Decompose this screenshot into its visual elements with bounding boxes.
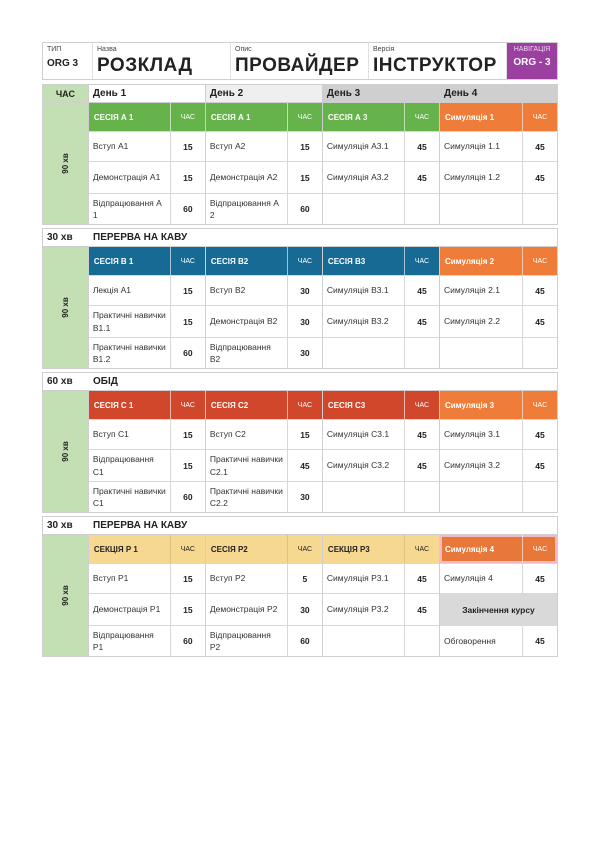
session-column xyxy=(89,391,206,512)
hour-label: ЧАС xyxy=(170,247,205,275)
duration-value: 45 xyxy=(404,564,439,593)
session-header xyxy=(89,103,205,131)
table-row xyxy=(440,449,557,481)
day-3-header: День 3 xyxy=(323,85,440,102)
duration-value: 45 xyxy=(404,276,439,305)
activity-name: Практичні навички В1.2 xyxy=(92,341,166,364)
session-header xyxy=(440,391,557,419)
activity-name: Симуляція 1.2 xyxy=(443,172,500,183)
break-row xyxy=(42,228,558,247)
hour-label: ЧАС xyxy=(522,247,557,275)
table-row xyxy=(323,419,439,449)
table-row xyxy=(89,593,205,625)
table-row xyxy=(89,193,205,224)
session-header xyxy=(206,535,322,563)
table-row xyxy=(206,481,322,512)
duration-value: 15 xyxy=(170,276,205,305)
version-cell xyxy=(369,43,507,79)
table-row xyxy=(206,563,322,593)
activity-name: Відпрацювання А 1 xyxy=(92,197,162,220)
duration-value: 45 xyxy=(404,132,439,161)
hour-label: ЧАС xyxy=(404,535,439,563)
activity-name: Симуляція 2.1 xyxy=(443,285,500,296)
duration-value: 15 xyxy=(170,162,205,193)
session-header xyxy=(206,247,322,275)
table-row xyxy=(440,625,557,656)
table-row xyxy=(89,481,205,512)
table-row xyxy=(440,563,557,593)
session-title: СЕСІЯ В2 xyxy=(210,256,249,266)
duration-value: 45 xyxy=(404,594,439,625)
table-row xyxy=(323,481,439,512)
activity-name xyxy=(323,338,404,368)
session-block-a xyxy=(42,102,558,225)
duration-value xyxy=(522,482,557,512)
duration-value: 45 xyxy=(287,450,322,481)
session-title: СЕКЦІЯ Р3 xyxy=(327,544,370,554)
activity-name: Відпрацювання Р1 xyxy=(92,629,154,652)
session-header xyxy=(440,247,557,275)
activity-name xyxy=(323,194,404,224)
table-row xyxy=(440,275,557,305)
hour-label: ЧАС xyxy=(287,247,322,275)
table-row xyxy=(206,337,322,368)
table-row xyxy=(323,275,439,305)
desc-cell xyxy=(231,43,369,79)
activity-name xyxy=(323,626,404,656)
break-row xyxy=(42,516,558,535)
break-label: ПЕРЕРВА НА КАВУ xyxy=(93,232,188,243)
activity-name: Симуляція С3.2 xyxy=(326,460,390,471)
duration-value: 30 xyxy=(287,594,322,625)
session-column xyxy=(206,247,323,368)
duration-value: 45 xyxy=(522,420,557,449)
activity-name: Симуляція 1.1 xyxy=(443,141,500,152)
page-title: РОЗКЛАД xyxy=(97,55,193,76)
time-column-label: ЧАС xyxy=(43,85,89,102)
duration-value: 15 xyxy=(287,132,322,161)
nav-label: НАВІГАЦІЯ xyxy=(513,46,551,53)
activity-name: Практичні навички С1 xyxy=(92,485,166,508)
duration-value xyxy=(404,194,439,224)
hour-label: ЧАС xyxy=(170,391,205,419)
session-header xyxy=(323,247,439,275)
block-duration xyxy=(43,103,89,224)
table-row xyxy=(89,563,205,593)
desc-value: ПРОВАЙДЕР xyxy=(235,55,360,76)
schedule-page xyxy=(42,42,558,657)
hour-label: ЧАС xyxy=(287,103,322,131)
table-row xyxy=(323,193,439,224)
duration-value xyxy=(404,338,439,368)
activity-name: Демонстрація А1 xyxy=(92,172,161,183)
version-label: Версія xyxy=(373,46,395,53)
session-header xyxy=(323,103,439,131)
break-time: 30 хв xyxy=(47,520,73,531)
session-title: СЕСІЯ А 1 xyxy=(93,112,134,122)
activity-name: Симуляція Р3.1 xyxy=(326,573,389,584)
duration-value: 60 xyxy=(170,482,205,512)
hour-label: ЧАС xyxy=(287,391,322,419)
desc-label: Опис xyxy=(235,46,252,53)
duration-value: 15 xyxy=(170,450,205,481)
duration-value xyxy=(522,338,557,368)
duration-value: 45 xyxy=(522,626,557,656)
duration-value: 15 xyxy=(170,420,205,449)
table-row xyxy=(323,563,439,593)
hour-label: ЧАС xyxy=(170,103,205,131)
activity-name: Демонстрація Р2 xyxy=(209,604,278,615)
table-row xyxy=(323,337,439,368)
duration-value: 45 xyxy=(522,162,557,193)
day-4-header: День 4 xyxy=(440,85,557,102)
hour-label: ЧАС xyxy=(404,247,439,275)
activity-name: Лекція А1 xyxy=(92,285,131,296)
hour-label: ЧАС xyxy=(170,535,205,563)
header xyxy=(42,42,558,80)
table-row xyxy=(206,275,322,305)
duration-value: 30 xyxy=(287,276,322,305)
table-row xyxy=(206,305,322,337)
table-row xyxy=(206,193,322,224)
table-row xyxy=(440,419,557,449)
break-time: 60 хв xyxy=(47,376,73,387)
duration-value: 45 xyxy=(522,564,557,593)
session-column xyxy=(89,103,206,224)
table-row xyxy=(323,161,439,193)
version-value: ІНСТРУКТОР xyxy=(373,55,497,76)
table-row xyxy=(89,161,205,193)
hour-label: ЧАС xyxy=(404,391,439,419)
activity-name: Симуляція 4 xyxy=(443,573,493,584)
break-label: ПЕРЕРВА НА КАВУ xyxy=(93,520,188,531)
table-row xyxy=(440,481,557,512)
session-header xyxy=(89,247,205,275)
table-row xyxy=(440,193,557,224)
table-row xyxy=(206,593,322,625)
table-row xyxy=(89,131,205,161)
title-label: Назва xyxy=(97,46,117,53)
activity-name: Симуляція В3.1 xyxy=(326,285,389,296)
session-title: Симуляція 2 xyxy=(444,256,495,266)
activity-name: Вступ А1 xyxy=(92,141,129,152)
session-column xyxy=(323,103,440,224)
table-row xyxy=(323,625,439,656)
activity-name: Відпрацювання А 2 xyxy=(209,197,279,220)
activity-name: Вступ А2 xyxy=(209,141,246,152)
activity-name: Відпрацювання Р2 xyxy=(209,629,271,652)
session-column xyxy=(323,247,440,368)
session-column xyxy=(206,103,323,224)
activity-name: Симуляція С3.1 xyxy=(326,429,390,440)
table-row xyxy=(440,131,557,161)
duration-value: 5 xyxy=(287,564,322,593)
session-header xyxy=(206,103,322,131)
duration-value: 15 xyxy=(170,564,205,593)
type-cell xyxy=(43,43,93,79)
hour-label: ЧАС xyxy=(522,535,557,563)
duration-label: 90 хв xyxy=(60,297,70,318)
duration-value: 30 xyxy=(287,482,322,512)
hour-label: ЧАС xyxy=(287,535,322,563)
table-row xyxy=(440,337,557,368)
table-row xyxy=(206,131,322,161)
session-header xyxy=(89,535,205,563)
table-row xyxy=(89,625,205,656)
session-title: СЕКЦІЯ Р 1 xyxy=(93,544,138,554)
table-row xyxy=(323,593,439,625)
duration-value: 60 xyxy=(170,338,205,368)
activity-name: Симуляція 2.2 xyxy=(443,316,500,327)
activity-name: Симуляція В3.2 xyxy=(326,316,389,327)
session-header xyxy=(89,391,205,419)
session-column xyxy=(323,391,440,512)
activity-name xyxy=(323,482,404,512)
activity-name: Практичні навички С2.1 xyxy=(209,454,283,477)
session-column xyxy=(440,391,557,512)
session-column xyxy=(440,247,557,368)
course-end-banner: Закінчення курсу xyxy=(440,594,557,625)
activity-name: Демонстрація А2 xyxy=(209,172,278,183)
session-title: СЕСІЯ А 3 xyxy=(327,112,368,122)
activity-name: Обговорення xyxy=(443,635,496,646)
session-column xyxy=(206,391,323,512)
activity-name: Вступ С1 xyxy=(92,429,129,440)
table-row xyxy=(89,337,205,368)
activity-name: Демонстрація Р1 xyxy=(92,604,161,615)
activity-name: Відпрацювання В2 xyxy=(209,341,271,364)
activity-name: Симуляція Р3.2 xyxy=(326,604,389,615)
title-cell xyxy=(93,43,231,79)
session-header xyxy=(323,391,439,419)
duration-label: 90 хв xyxy=(60,153,70,174)
nav-code: ORG - 3 xyxy=(513,57,551,68)
duration-value: 45 xyxy=(404,450,439,481)
course-end-row xyxy=(440,593,557,625)
activity-name: Вступ В2 xyxy=(209,285,246,296)
duration-value: 45 xyxy=(522,276,557,305)
break-time: 30 хв xyxy=(47,232,73,243)
hour-label: ЧАС xyxy=(404,103,439,131)
duration-value xyxy=(522,194,557,224)
session-title: Симуляція 3 xyxy=(444,400,495,410)
duration-value: 45 xyxy=(522,306,557,337)
session-column xyxy=(440,103,557,224)
break-row xyxy=(42,372,558,391)
session-block-p xyxy=(42,535,558,657)
activity-name xyxy=(440,338,522,368)
hour-label: ЧАС xyxy=(522,391,557,419)
activity-name: Симуляція А3.2 xyxy=(326,172,389,183)
session-block-c xyxy=(42,391,558,513)
table-row xyxy=(89,275,205,305)
table-row xyxy=(89,419,205,449)
activity-name xyxy=(440,482,522,512)
session-title: СЕСІЯ А 1 xyxy=(210,112,251,122)
session-block-b xyxy=(42,247,558,369)
duration-value: 15 xyxy=(170,306,205,337)
session-header xyxy=(206,391,322,419)
break-label: ОБІД xyxy=(93,376,118,387)
activity-name: Практичні навички В1.1 xyxy=(92,310,166,333)
table-row xyxy=(206,625,322,656)
session-title: СЕСІЯ С3 xyxy=(327,400,366,410)
table-row xyxy=(323,131,439,161)
session-header xyxy=(323,535,439,563)
duration-value: 60 xyxy=(170,626,205,656)
duration-value: 15 xyxy=(170,594,205,625)
session-title: Симуляція 4 xyxy=(444,544,495,554)
session-header xyxy=(440,535,557,563)
session-title: СЕСІЯ С2 xyxy=(210,400,249,410)
activity-name: Вступ Р1 xyxy=(92,573,129,584)
duration-value: 45 xyxy=(404,306,439,337)
session-title: СЕСІЯ В 1 xyxy=(93,256,134,266)
duration-value: 45 xyxy=(404,162,439,193)
activity-name: Практичні навички С2.2 xyxy=(209,485,283,508)
duration-value: 15 xyxy=(287,162,322,193)
day-2-header: День 2 xyxy=(206,85,323,102)
activity-name: Симуляція 3.1 xyxy=(443,429,500,440)
activity-name: Вступ Р2 xyxy=(209,573,246,584)
activity-name: Відпрацювання С1 xyxy=(92,454,154,477)
session-title: Симуляція 1 xyxy=(444,112,495,122)
day-header-row xyxy=(42,84,558,102)
activity-name: Демонстрація В2 xyxy=(209,316,278,327)
table-row xyxy=(323,449,439,481)
session-title: СЕСІЯ С 1 xyxy=(93,400,134,410)
table-row xyxy=(89,305,205,337)
duration-value: 60 xyxy=(170,194,205,224)
table-row xyxy=(206,161,322,193)
nav-cell[interactable] xyxy=(507,43,557,79)
session-column xyxy=(89,247,206,368)
duration-value: 60 xyxy=(287,194,322,224)
table-row xyxy=(206,449,322,481)
duration-value: 60 xyxy=(287,626,322,656)
session-title: СЕСІЯ В3 xyxy=(327,256,366,266)
session-column xyxy=(89,535,206,656)
session-column xyxy=(206,535,323,656)
session-column xyxy=(440,535,557,656)
table-row xyxy=(206,419,322,449)
type-code: ORG 3 xyxy=(47,58,79,69)
session-title: СЕСІЯ Р2 xyxy=(210,544,248,554)
table-row xyxy=(440,161,557,193)
block-duration xyxy=(43,535,89,656)
session-column xyxy=(323,535,440,656)
table-row xyxy=(323,305,439,337)
session-header xyxy=(440,103,557,131)
activity-name: Симуляція 3.2 xyxy=(443,460,500,471)
table-row xyxy=(89,449,205,481)
activity-name: Вступ С2 xyxy=(209,429,246,440)
duration-value: 45 xyxy=(404,420,439,449)
activity-name: Симуляція А3.1 xyxy=(326,141,389,152)
duration-value: 45 xyxy=(522,132,557,161)
duration-value: 15 xyxy=(287,420,322,449)
block-duration xyxy=(43,391,89,512)
duration-value: 30 xyxy=(287,338,322,368)
activity-name xyxy=(440,194,522,224)
block-duration xyxy=(43,247,89,368)
duration-value xyxy=(404,482,439,512)
duration-label: 90 хв xyxy=(60,441,70,462)
hour-label: ЧАС xyxy=(522,103,557,131)
duration-value xyxy=(404,626,439,656)
table-row xyxy=(440,305,557,337)
type-label: ТИП xyxy=(47,46,62,53)
duration-label: 90 хв xyxy=(60,585,70,606)
day-1-header: День 1 xyxy=(89,85,206,102)
duration-value: 15 xyxy=(170,132,205,161)
duration-value: 45 xyxy=(522,450,557,481)
duration-value: 30 xyxy=(287,306,322,337)
